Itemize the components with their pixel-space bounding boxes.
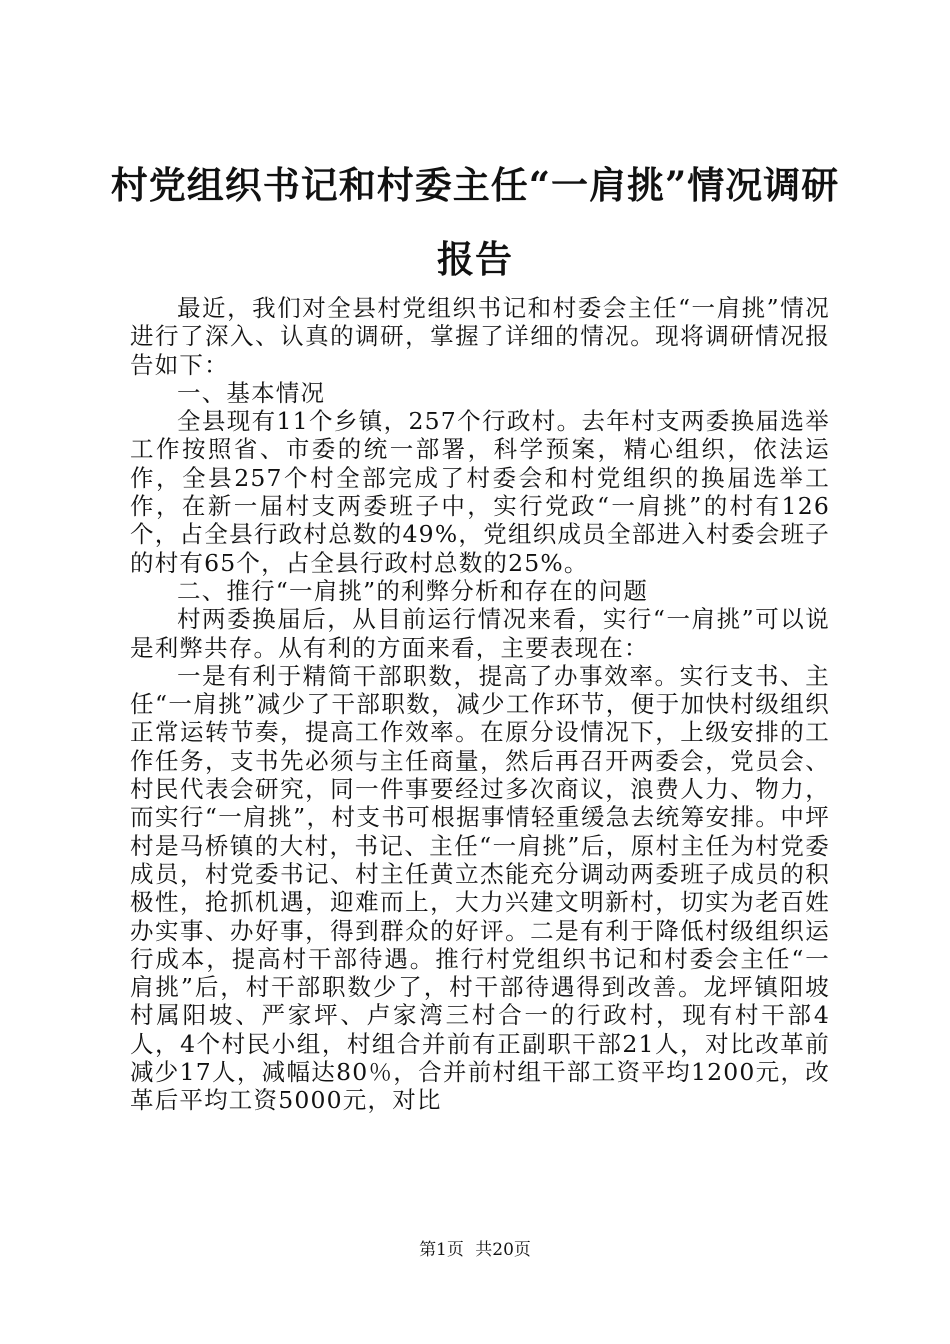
basic-situation-paragraph: 全县现有11个乡镇，257个行政村。去年村支两委换届选举工作按照省、市委的统一部署，科学预案，精心组织，依法运作，全县257个村全部完成了村委会和村党组织的换届选举工作，在新一届村支两委班子中，实行党政“一肩挑”的村有126个，占全县行政村总数的49%，党组织成员全部进入村委会班子的村有65个，占全县行政村总数的25%。 bbox=[130, 407, 830, 577]
page-number: 第1页 bbox=[419, 1240, 464, 1260]
document-body bbox=[130, 294, 830, 1115]
advantages-paragraph: 一是有利于精简干部职数，提高了办事效率。实行支书、主任“一肩挑”减少了干部职数，减少工作环节，便于加快村级组织正常运转节奏，提高工作效率。在原分设情况下，上级安排的工作任务，支书先必须与主任商量，然后再召开两委会，党员会、村民代表会研究，同一件事要经过多次商议，浪费人力、物力，而实行“一肩挑”，村支书可根据事情轻重缓急去统筹安排。中坪村是马桥镇的大村，书记、主任“一肩挑”后，原村主任为村党委成员，村党委书记、村主任黄立杰能充分调动两委班子成员的积极性，抢抓机遇，迎难而上，大力兴建文明新村，切实为老百姓办实事、办好事，得到群众的好评。二是有利于降低村级组织运行成本，提高村干部待遇。推行村党组织书记和村委会主任“一肩挑”后，村干部职数少了，村干部待遇得到改善。龙坪镇阳坡村属阳坡、严家坪、卢家湾三村合一的行政村，现有村干部4人，4个村民小组，村组合并前有正副职干部21人，对比改革前减少17人，减幅达80％，合并前村组干部工资平均1200元，改革后平均工资5000元，对比 bbox=[130, 661, 830, 1115]
page-footer bbox=[0, 1238, 950, 1262]
page-total: 共20页 bbox=[475, 1240, 531, 1260]
section-heading-analysis: 二、推行“一肩挑”的利弊分析和存在的问题 bbox=[177, 576, 649, 605]
section-heading-basic: 一、基本情况 bbox=[177, 378, 326, 407]
intro-paragraph: 最近，我们对全县村党组织书记和村委会主任“一肩挑”情况进行了深入、认真的调研，掌握了详细的情况。现将调研情况报告如下： bbox=[130, 294, 830, 379]
document-title: 村党组织书记和村委主任“一肩挑”情况调研报告 bbox=[110, 163, 840, 281]
analysis-intro-paragraph: 村两委换届后，从目前运行情况来看，实行“一肩挑”可以说是利弊共存。从有利的方面来看，主要表现在： bbox=[130, 605, 830, 662]
